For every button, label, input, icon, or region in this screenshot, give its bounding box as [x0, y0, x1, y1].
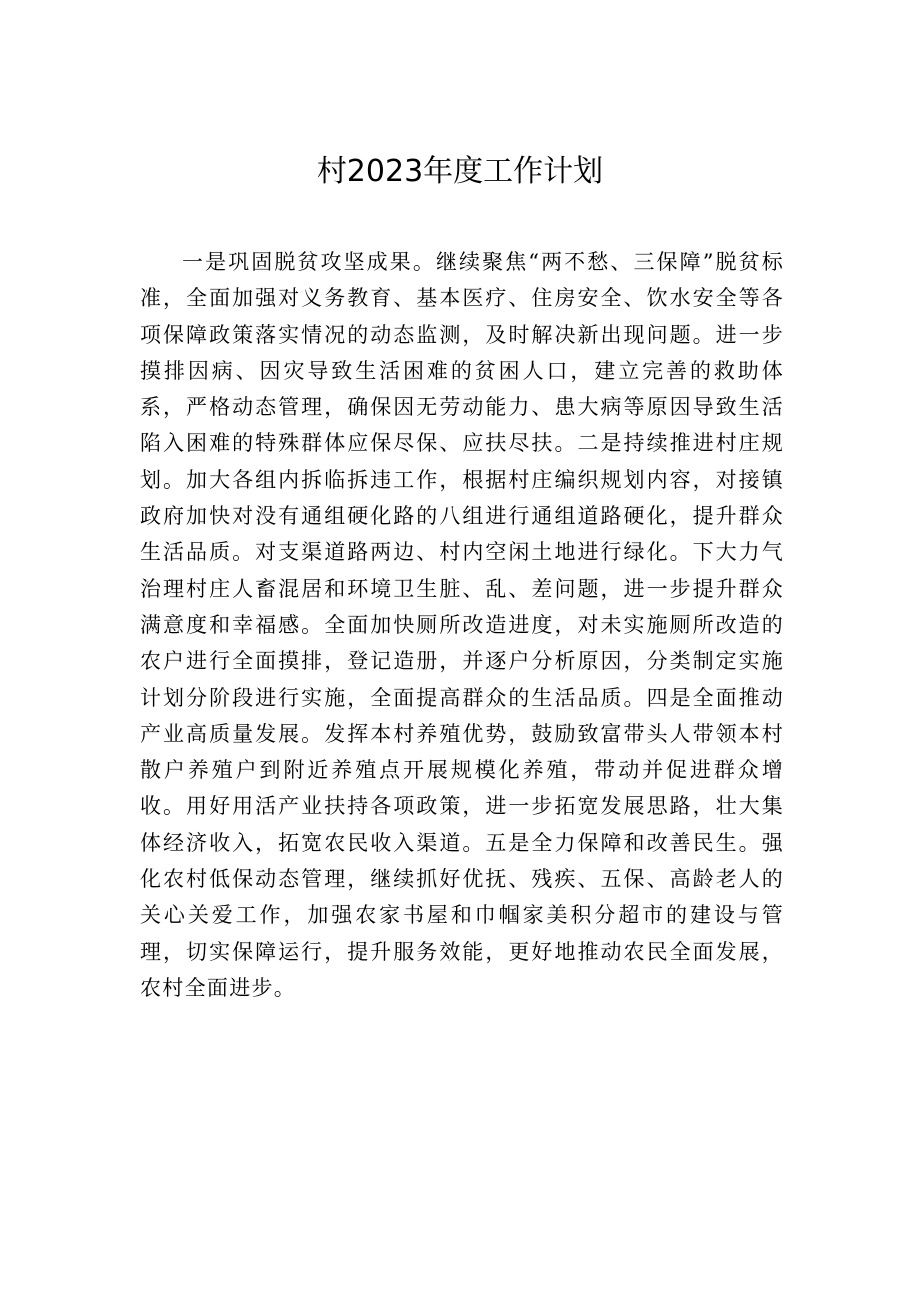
document-body-paragraph: 一是巩固脱贫攻坚成果。继续聚焦“两不愁、三保障”脱贫标准，全面加强对义务教育、基本医疗、住房安全、饮水安全等各项保障政策落实情况的动态监测，及时解决新出现问题。进一步摸排因病、因灾导致生活困难的贫困人口，建立完善的救助体系，严格动态管理，确保因无劳动能力、患大病等原因导致生活陷入困难的特殊群体应保尽保、应扶尽扶。二是持续推进村庄规划。加大各组内拆临拆违工作，根据村庄编织规划内容，对接镇政府加快对没有通组硬化路的八组进行通组道路硬化，提升群众生活品质。对支渠道路两边、村内空闲土地进行绿化。下大力气治理村庄人畜混居和环境卫生脏、乱、差问题，进一步提升群众满意度和幸福感。全面加快厕所改造进度，对未实施厕所改造的农户进行全面摸排，登记造册，并逐户分析原因，分类制定实施计划分阶段进行实施，全面提高群众的生活品质。四是全面推动产业高质量发展。发挥本村养殖优势，鼓励致富带头人带领本村散户养殖户到附近养殖点开展规模化养殖，带动并促进群众增收。用好用活产业扶持各项政策，进一步拓宽发展思路，壮大集体经济收入，拓宽农民收入渠道。五是全力保障和改善民生。强化农村低保动态管理，继续抓好优抚、残疾、五保、高龄老人的关心关爱工作，加强农家书屋和巾帼家美积分超市的建设与管理，切实保障运行，提升服务效能，更好地推动农民全面发展，农村全面进步。 [140, 250, 784, 1000]
document-title: 村2023年度工作计划 [316, 154, 604, 189]
